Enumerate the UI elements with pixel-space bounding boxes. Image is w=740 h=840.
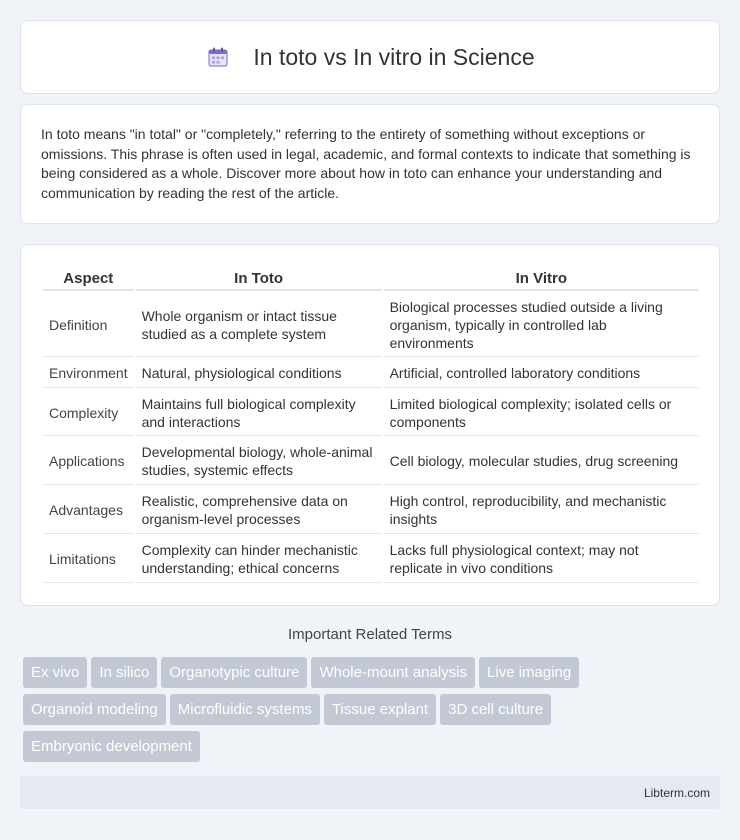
row-in-vitro: High control, reproducibility, and mechanistic insights [384, 487, 699, 534]
row-in-toto: Maintains full biological complexity and interactions [136, 390, 382, 436]
row-in-vitro: Limited biological complexity; isolated cells or components [384, 390, 699, 436]
row-aspect: Limitations [43, 536, 134, 583]
table-header-row [43, 267, 699, 291]
page-title: In toto vs In vitro in Science [253, 43, 535, 70]
related-terms-title: Important Related Terms [288, 626, 452, 643]
title-card [20, 20, 720, 94]
related-term-tag[interactable]: Microfluidic systems [170, 694, 320, 725]
related-term-tag[interactable]: Organotypic culture [161, 657, 307, 688]
row-aspect: Definition [43, 293, 134, 357]
column-header-in-toto: In Toto [136, 267, 382, 291]
table-row [43, 438, 699, 485]
row-aspect: Environment [43, 359, 134, 388]
row-in-toto: Whole organism or intact tissue studied as a complete system [136, 293, 382, 357]
related-term-tag[interactable]: In silico [91, 657, 157, 688]
row-in-vitro: Cell biology, molecular studies, drug screening [384, 438, 699, 485]
related-term-tag[interactable]: Live imaging [479, 657, 579, 688]
related-term-tag[interactable]: Organoid modeling [23, 694, 166, 725]
table-row [43, 536, 699, 583]
row-in-vitro: Artificial, controlled laboratory conditions [384, 359, 699, 388]
intro-text: In toto means "in total" or "completely," referring to the entirety of something without exceptions or omissions. This phrase is often used in legal, academic, and formal contexts to indicate that something is being considered as a whole. Discover more about how in toto can enhance your understanding and communication by reading the rest of the article. [41, 126, 691, 201]
column-header-aspect: Aspect [43, 267, 134, 291]
row-in-toto: Natural, physiological conditions [136, 359, 382, 388]
footer-site-link[interactable]: Libterm.com [643, 786, 710, 800]
table-row [43, 390, 699, 436]
intro-card [20, 104, 720, 224]
table-row [43, 359, 699, 388]
footer [20, 776, 720, 809]
related-term-tag[interactable]: 3D cell culture [440, 694, 551, 725]
related-term-tag[interactable]: Tissue explant [324, 694, 436, 725]
row-in-toto: Complexity can hinder mechanistic understanding; ethical concerns [136, 536, 382, 583]
related-term-tag[interactable]: Embryonic development [23, 731, 200, 762]
related-term-tag[interactable]: Whole-mount analysis [311, 657, 475, 688]
column-header-in-vitro: In Vitro [384, 267, 699, 291]
row-in-toto: Realistic, comprehensive data on organism-level processes [136, 487, 382, 534]
row-aspect: Applications [43, 438, 134, 485]
related-terms-list [23, 657, 723, 768]
comparison-card [20, 244, 720, 606]
row-aspect: Complexity [43, 390, 134, 436]
row-aspect: Advantages [43, 487, 134, 534]
row-in-toto: Developmental biology, whole-animal studies, systemic effects [136, 438, 382, 485]
row-in-vitro: Lacks full physiological context; may not replicate in vivo conditions [384, 536, 699, 583]
related-term-tag[interactable]: Ex vivo [23, 657, 87, 688]
table-row [43, 487, 699, 534]
comparison-table [41, 265, 701, 585]
table-row [43, 293, 699, 357]
row-in-vitro: Biological processes studied outside a living organism, typically in controlled lab environments [384, 293, 699, 357]
calendar-icon [205, 44, 231, 70]
